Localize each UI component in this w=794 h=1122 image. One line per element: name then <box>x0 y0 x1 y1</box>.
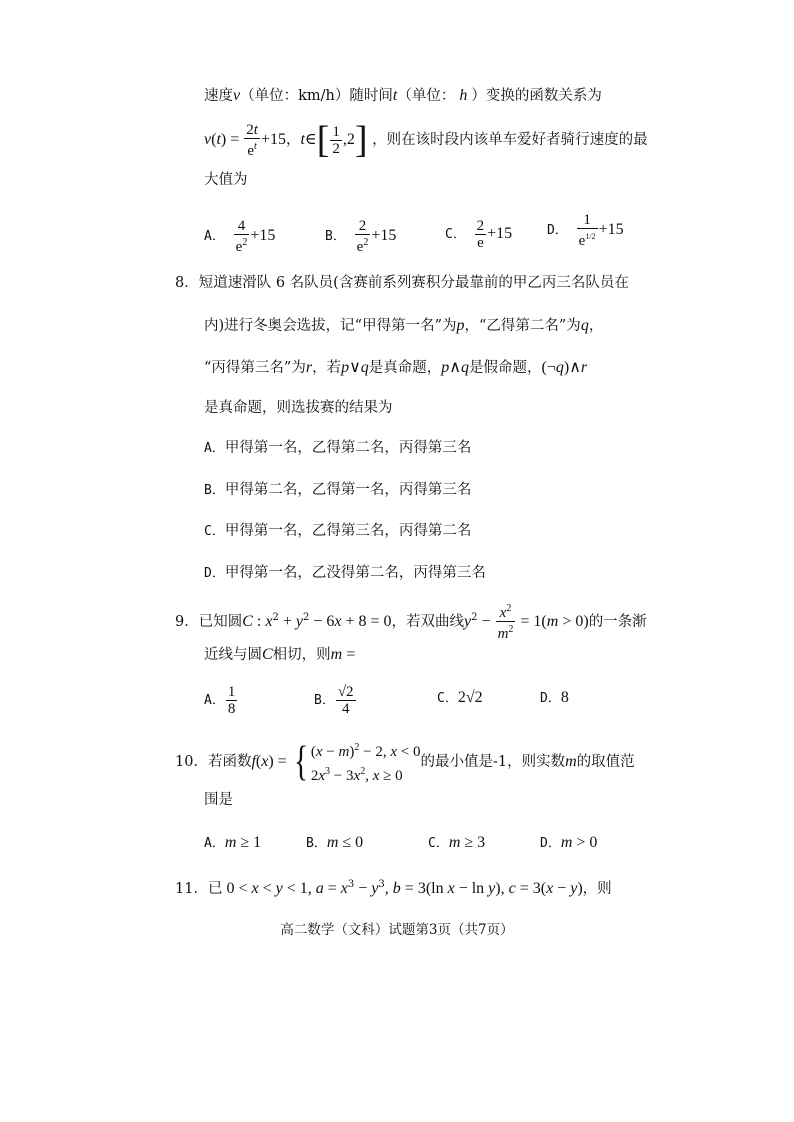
q9-line2: 近线与圆C相切，则m = <box>204 646 356 663</box>
q7-line3: 大值为 <box>204 172 248 188</box>
q7-option-d: D． $\frac{1}{e^{1/2}}$ +15 <box>547 212 624 249</box>
q7-option-a: A． $\frac{4}{e^2}$ +15 <box>204 218 276 255</box>
q7-formula: v(t) = $\frac{2t}{e^t}$ +15，t∈[ $\frac{1}{2}$ ,2] <box>204 119 368 161</box>
q8-option-d: D．甲得第一名，乙没得第二名，丙得第三名 <box>204 565 486 581</box>
q7-option-b: B． $\frac{2}{e^2}$ +15 <box>325 218 397 255</box>
q11-line1: 11．已 0 < x < y < 1, $a = x^3 - y^3$, b = 3(ln x − ln y), c = 3(x − y)，则 <box>175 879 612 897</box>
q8-option-b: B．甲得第二名，乙得第一名，丙得第三名 <box>204 482 472 498</box>
q9-option-b: B． $\frac{√2}{4}$ <box>314 684 354 717</box>
q10-option-d: D．m > 0 <box>540 834 598 851</box>
q10-line1: 10．若函数f(x) = { $(x - m)^2 - 2$, x < 0 $2x^3 - 3x^2$, x ≥ 0 的最小值是-1，则实数m的取值范 <box>175 739 635 785</box>
q8-option-c: C．甲得第一名，乙得第三名，丙得第二名 <box>204 523 472 539</box>
q8-line2: 内)进行冬奥会选拔，记“甲得第一名”为p，“乙得第二名”为q， <box>204 317 604 334</box>
q8-line4: 是真命题，则选拔赛的结果为 <box>204 400 393 416</box>
q7-option-c: C． $\frac{2}{e}$ +15 <box>445 218 513 251</box>
q8-line3: “丙得第三名”为r，若p∨q是真命题，p∧q是假命题，(¬q)∧r <box>204 359 588 376</box>
q9-option-c: C．2√2 <box>437 689 483 706</box>
q10-option-a: A．m ≥ 1 <box>204 834 262 851</box>
q10-option-c: C．m ≥ 3 <box>428 834 486 851</box>
q8-line1: 8．短道速滑队 6 名队员(含赛前系列赛积分最靠前的甲乙丙三名队员在 <box>175 275 629 291</box>
q10-option-b: B．m ≤ 0 <box>306 834 364 851</box>
q9-line1: 9．已知圆C : $x^2 + y^2 - 6x + 8 = 0$，若双曲线$y^2$ − $\frac{x^2}{m^2}$ = 1(m > 0)的一条渐 <box>175 603 647 643</box>
q7-line1: 速度v（单位：km/h）随时间t（单位： h ）变换的函数关系为 <box>204 87 602 104</box>
q8-option-a: A．甲得第一名，乙得第二名，丙得第三名 <box>204 440 472 456</box>
page-footer: 高二数学（文科）试题第3页（共7页） <box>280 922 514 938</box>
q9-option-d: D．8 <box>540 689 569 706</box>
q7-formula-line: v(t) = $\frac{2t}{e^t}$ +15，t∈[ $\frac{1}{2}$ ,2] ，则在该时段内该单车爱好者骑行速度的最 <box>204 119 648 161</box>
q9-option-a: A． $\frac{1}{8}$ <box>204 684 236 717</box>
q10-line2: 围是 <box>204 792 233 808</box>
